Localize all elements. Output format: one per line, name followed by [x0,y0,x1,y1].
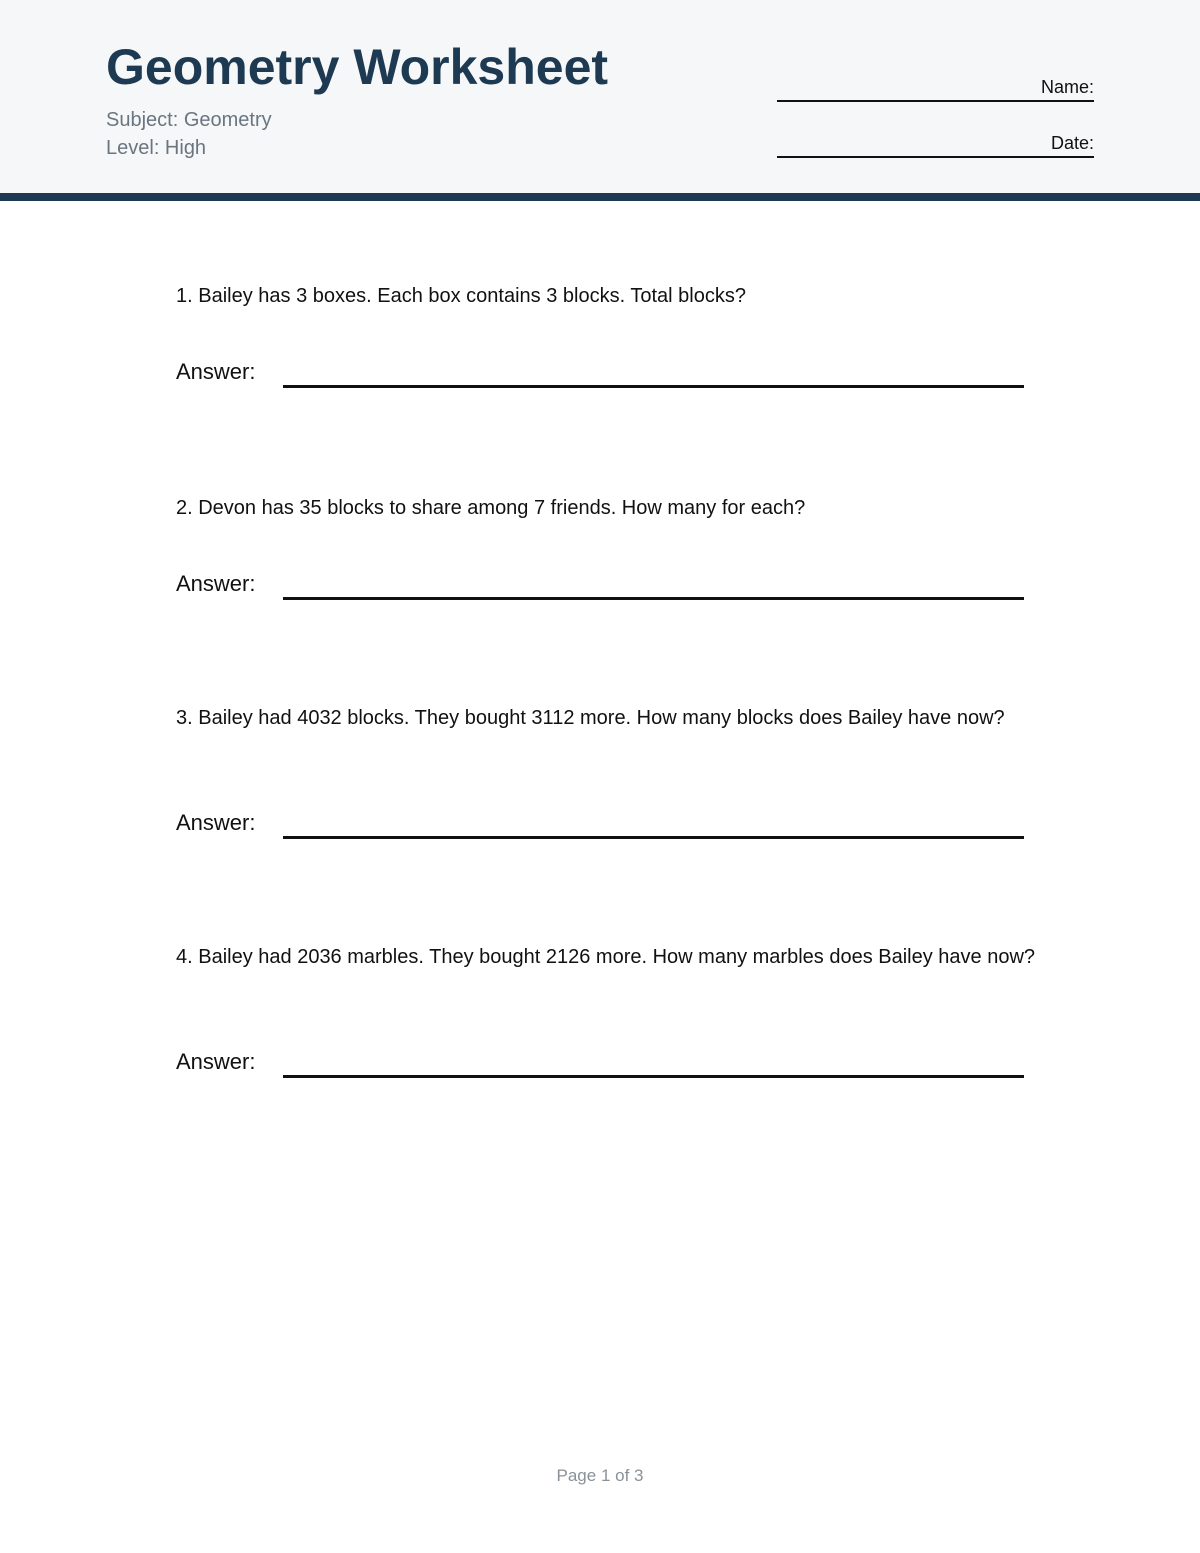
question-text: 2. Devon has 35 blocks to share among 7 friends. How many for each? [176,497,806,519]
question-text: 4. Bailey had 2036 marbles. They bought 2126 more. How many marbles does Bailey have now? [176,946,1036,968]
answer-label: Answer: [176,1049,256,1074]
date-label: Date: [1050,133,1094,153]
answer-row [176,357,1024,387]
question-text: 3. Bailey had 4032 blocks. They bought 3112 more. How many blocks does Bailey have now? [176,707,1005,729]
question-3 [176,704,1056,835]
answer-line[interactable] [283,836,1024,839]
worksheet-title: Geometry Worksheet [106,39,609,95]
question-2 [176,494,1056,596]
date-field[interactable] [777,126,1094,158]
name-label: Name: [1040,77,1094,97]
level-text: Level: High [106,137,207,159]
answer-line[interactable] [283,597,1024,600]
answer-line[interactable] [283,1075,1024,1078]
answer-row [176,1047,1024,1077]
answer-label: Answer: [176,810,256,835]
worksheet-header [0,0,1200,193]
page-number: Page 1 of 3 [556,1466,644,1485]
question-1 [176,282,1056,384]
answer-line[interactable] [283,385,1024,388]
answer-row [176,808,1024,838]
question-text: 1. Bailey has 3 boxes. Each box contains 3 blocks. Total blocks? [176,285,746,307]
answer-label: Answer: [176,359,256,384]
answer-row [176,569,1024,599]
question-4 [176,943,1056,1074]
answer-label: Answer: [176,571,256,596]
subject-text: Subject: Geometry [106,109,272,131]
name-field[interactable] [777,70,1094,102]
header-divider [0,193,1200,201]
